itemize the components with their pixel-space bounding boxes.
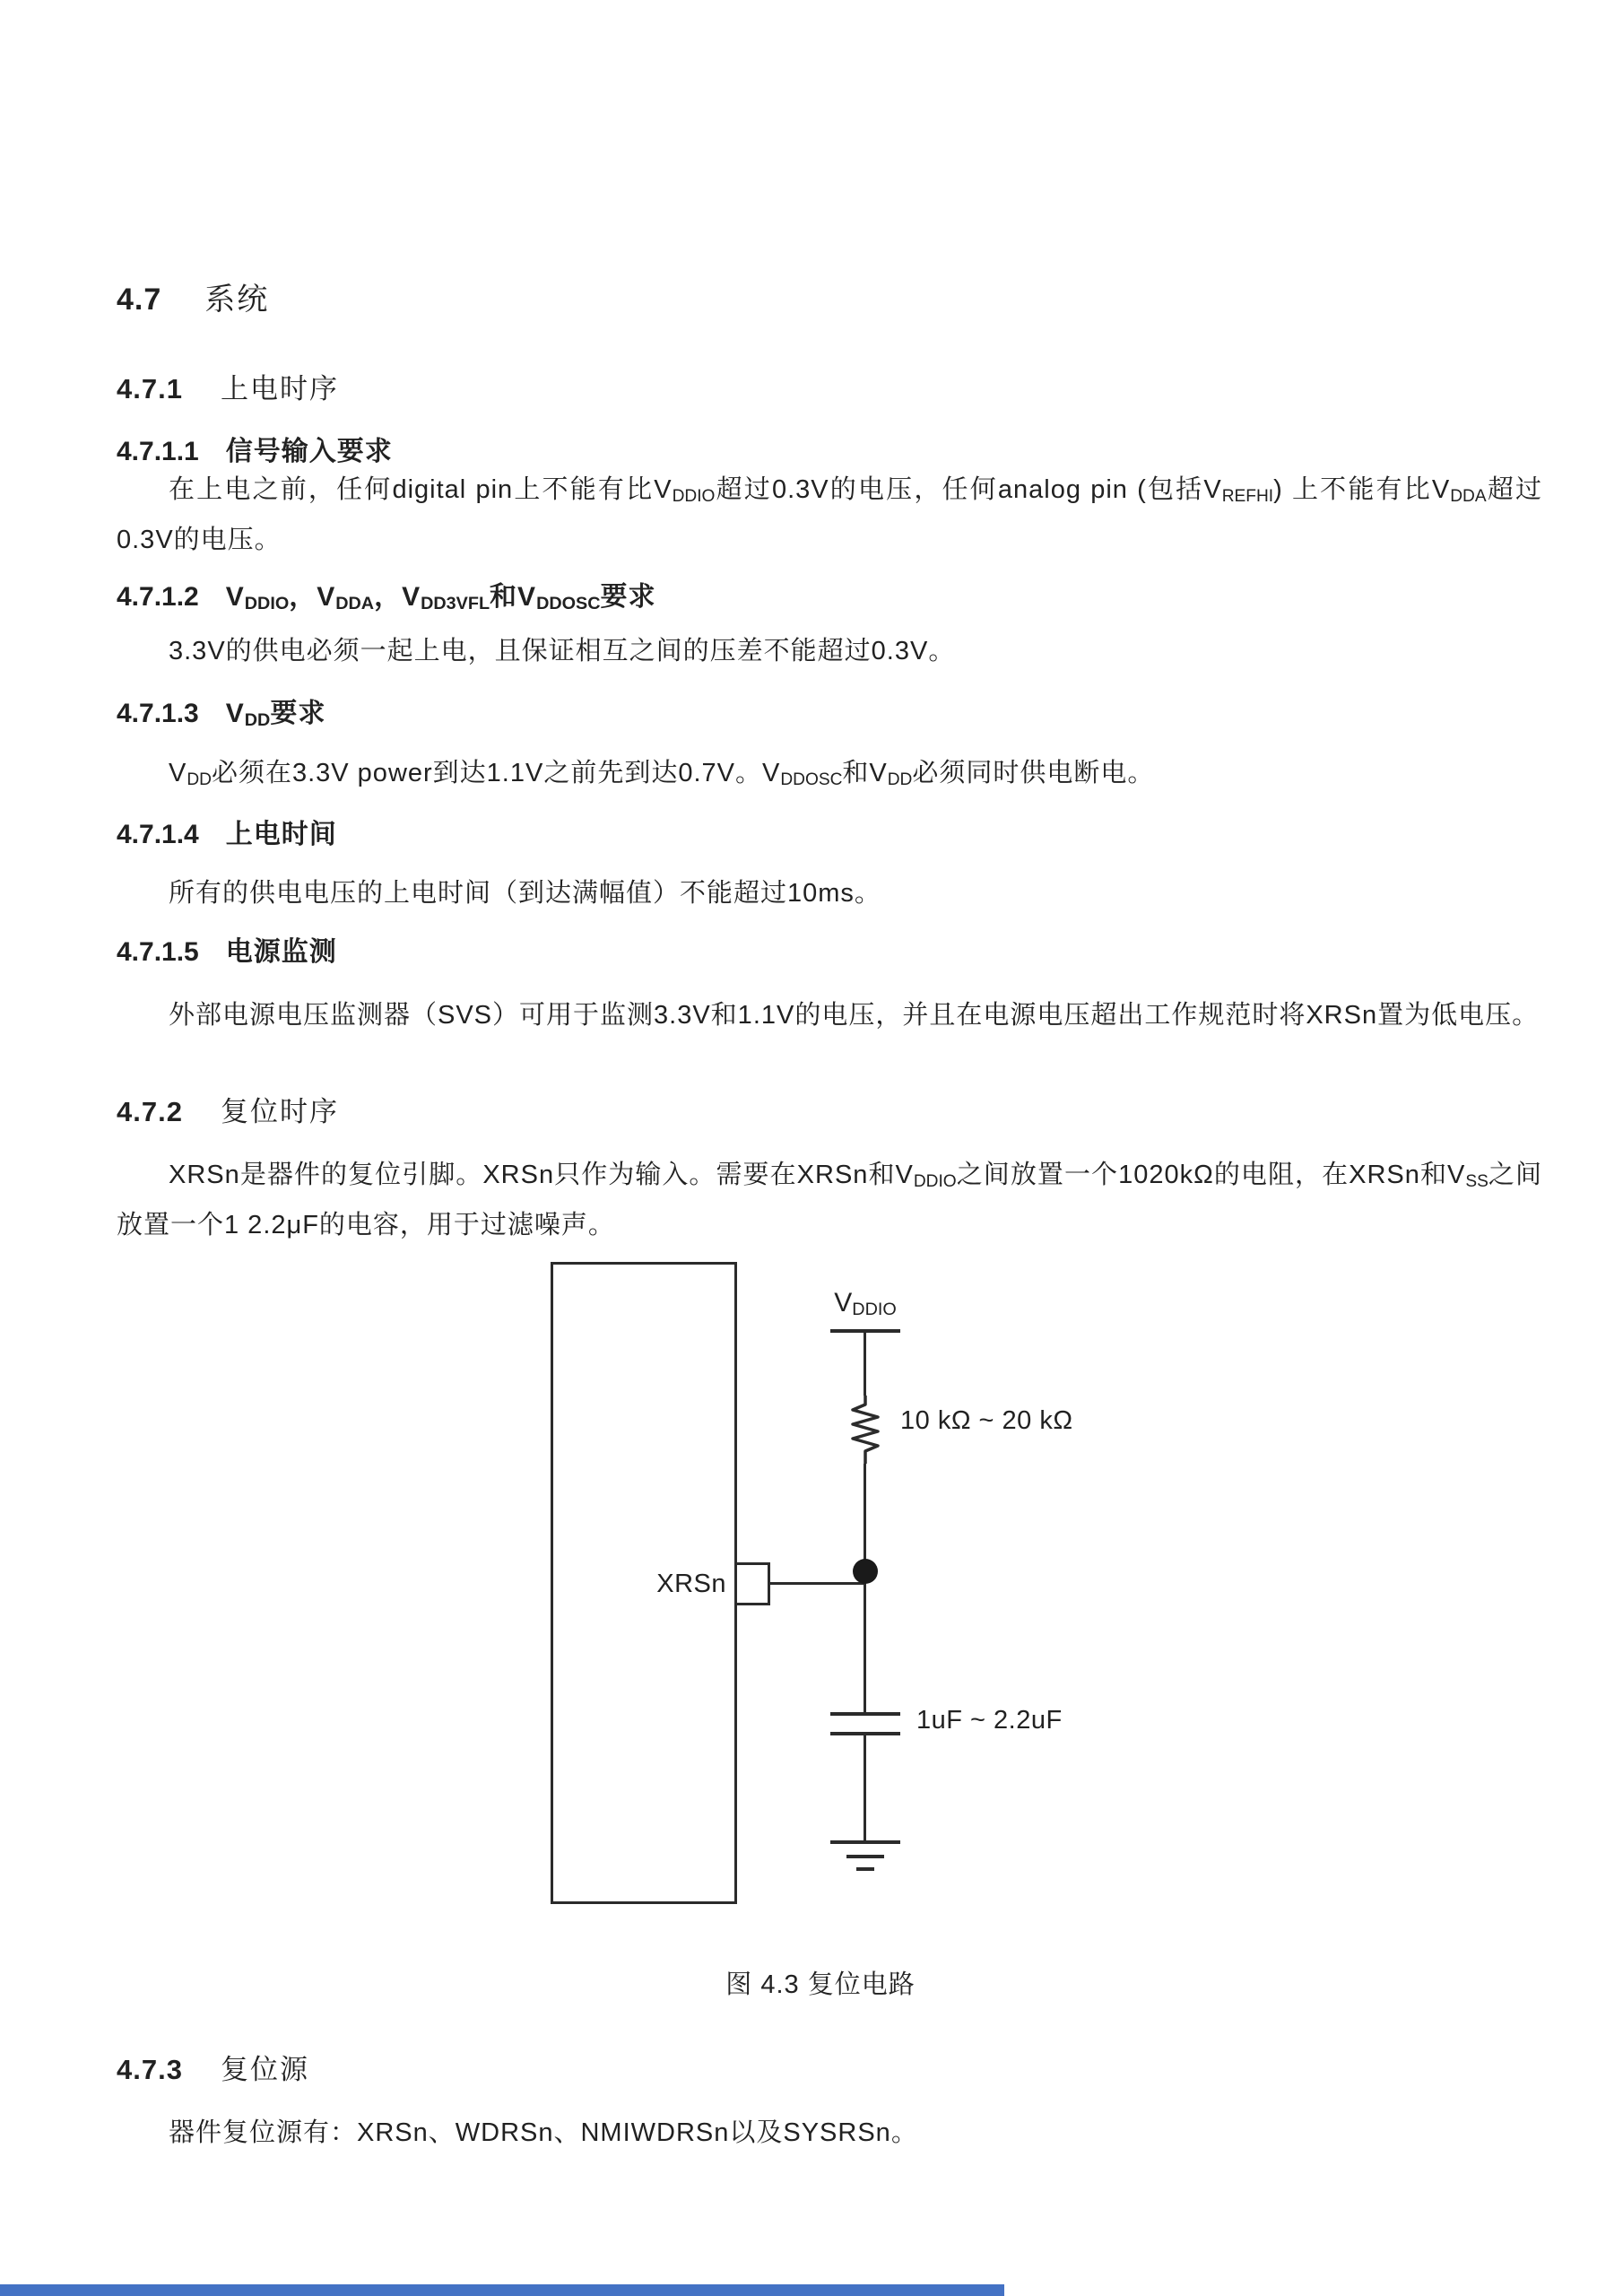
section-title: 复位源 — [220, 2054, 309, 2086]
section-heading-4-7-1-5 — [117, 929, 337, 969]
section-title: 系统 — [204, 282, 270, 317]
section-title: 信号输入要求 — [225, 437, 393, 466]
xrsn-pin-label: XRSn — [656, 1570, 726, 1598]
paragraph-supply-voltage-monitor: 外部电源电压监测器（SVS）可用于监测3.3V和1.1V的电压，并且在电源电压超出工作规范时将XRSn置为低电压。 — [169, 1001, 1540, 1030]
paragraph-3v3-supply-requirement: 3.3V的供电必须一起上电，且保证相互之间的压差不能超过0.3V。 — [169, 637, 956, 665]
paragraph-vdd-requirement: VDD必须在3.3V power到达1.1V之前先到达0.7V。VDDOSC和VDD必须同时供电断电。 — [169, 759, 1155, 790]
paragraph-reset-timing: XRSn是器件的复位引脚。XRSn只作为输入。需要在XRSn和VDDIO之间放置一个1020kΩ的电阻，在XRSn和VSS之间放置一个1 2.2μF的电容，用于过滤噪声。 — [117, 1161, 1542, 1239]
footer-accent-bar — [0, 2284, 1004, 2296]
section-number: 4.7.1.5 — [117, 937, 199, 967]
section-title: VDDIO，VDDA，VDD3VFL和VDDOSC要求 — [225, 582, 656, 614]
wire-supply-to-resistor — [864, 1333, 866, 1396]
vddio-supply-label: VDDIO — [834, 1288, 897, 1320]
section-number: 4.7.1.2 — [117, 582, 199, 612]
section-heading-4-7-1 — [117, 366, 339, 406]
section-title: VDD要求 — [225, 699, 326, 731]
wire-node-to-capacitor — [864, 1584, 866, 1712]
section-number: 4.7.1 — [117, 373, 183, 404]
capacitor-value-label: 1uF ~ 2.2uF — [916, 1706, 1063, 1735]
section-number: 4.7.3 — [117, 2054, 183, 2085]
section-number: 4.7.1.1 — [117, 437, 199, 466]
section-number: 4.7 — [117, 283, 162, 317]
section-title: 复位时序 — [220, 1096, 339, 1128]
ground-symbol-line-3 — [856, 1867, 874, 1871]
section-heading-4-7-1-3 — [117, 691, 325, 730]
xrsn-pin-box — [734, 1562, 770, 1605]
ground-symbol-line-1 — [830, 1840, 900, 1844]
wire-capacitor-to-ground — [864, 1735, 866, 1840]
section-heading-4-7 — [117, 274, 269, 318]
section-heading-4-7-1-4 — [117, 812, 337, 851]
section-title: 上电时序 — [220, 373, 339, 405]
capacitor-top-plate — [830, 1712, 900, 1716]
section-heading-4-7-1-2 — [117, 574, 656, 613]
ground-symbol-line-2 — [846, 1855, 884, 1858]
section-title: 上电时间 — [225, 820, 337, 849]
section-number: 4.7.2 — [117, 1096, 183, 1127]
section-heading-4-7-3 — [117, 2047, 309, 2087]
section-number: 4.7.1.4 — [117, 820, 199, 849]
paragraph-power-up-time: 所有的供电电压的上电时间（到达满幅值）不能超过10ms。 — [169, 879, 881, 908]
paragraph-signal-input-requirements: 在上电之前，任何digital pin上不能有比VDDIO超过0.3V的电压，任何analog pin (包括VREFHI) 上不能有比VDDA超过0.3V的电压。 — [117, 475, 1543, 554]
resistor-value-label: 10 kΩ ~ 20 kΩ — [900, 1406, 1073, 1435]
junction-node-dot — [853, 1559, 878, 1584]
pullup-resistor-symbol — [847, 1396, 883, 1464]
wire-pin-to-node — [770, 1582, 865, 1585]
section-title: 电源监测 — [225, 937, 337, 967]
paragraph-reset-sources: 器件复位源有：XRSn、WDRSn、NMIWDRSn以及SYSRSn。 — [169, 2118, 918, 2147]
section-number: 4.7.1.3 — [117, 699, 199, 728]
section-heading-4-7-1-1 — [117, 429, 393, 468]
section-heading-4-7-2 — [117, 1089, 339, 1129]
figure-caption: 图 4.3 复位电路 — [725, 1970, 916, 1999]
reset-circuit-figure — [0, 1247, 1623, 1991]
